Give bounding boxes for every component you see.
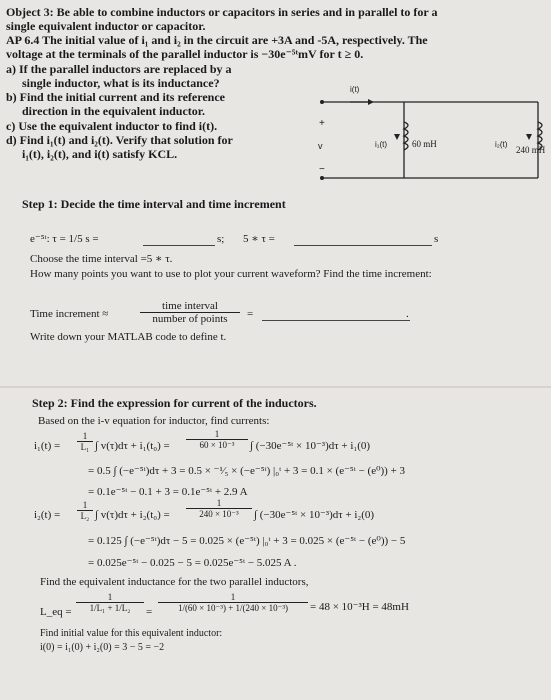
leq-fraction-numeric (158, 592, 308, 614)
choose-interval-text: Choose the time interval =5 ∗ τ. (30, 253, 173, 265)
circuit-i2-label: i₂(t) (495, 140, 508, 149)
five-tau-unit: s (434, 233, 439, 245)
i1-arrow (394, 134, 400, 140)
i1-60-den: 60 × 10⁻³ (199, 440, 235, 450)
tau-prefix: e⁻⁵ᵗ: τ = 1/5 s = (30, 233, 99, 245)
time-increment-label: Time increment ≈ (30, 308, 109, 320)
i2-line3: = 0.025e⁻⁵ᵗ − 0.025 − 5 = 0.025e⁻⁵ᵗ − 5.025 A . (88, 557, 297, 569)
based-on-text: Based on the i-v equation for inductor, find currents: (38, 415, 270, 427)
leq-equals: = (146, 606, 153, 618)
five-tau-answer-blank[interactable] (294, 245, 432, 246)
leq-num-num: 1 (158, 592, 308, 603)
i2-lhs: i₂(t) = (34, 509, 61, 521)
objective-title-line1: Object 3: Be able to combine inductors or capacitors in series and in parallel to for a (6, 5, 438, 19)
i2-one-over-l2 (77, 500, 93, 521)
i2-integral-expression: ∫ v(τ)dτ + i₂(t₀) = (95, 509, 170, 521)
initial-value-text: Find initial value for this equivalent inductor: (40, 628, 223, 639)
i1-line3: = 0.1e⁻⁵ᵗ − 0.1 + 3 = 0.1e⁻⁵ᵗ + 2.9 A (88, 486, 248, 498)
leq-sym-den: 1/L₁ + 1/L₂ (89, 603, 131, 613)
initial-value-equation: i(0) = i₁(0) + i₂(0) = 3 − 5 = −2 (40, 642, 165, 653)
question-d-line2: i₁(t), i₂(t), and i(t) satisfy KCL. (22, 147, 178, 161)
i2-frac-num: 1 (77, 500, 93, 511)
i2-line2: = 0.125 ∫ (−e⁻⁵ᵗ)dτ − 5 = 0.025 × (e⁻⁵ᵗ) |₀ᵗ + 3 = 0.025 × (e⁻⁵ᵗ − (e⁰)) − 5 (88, 535, 406, 547)
leq-fraction-symbolic (76, 592, 144, 613)
i2-240-num: 1 (186, 498, 252, 509)
i1-integral-expression: ∫ v(τ)dτ + i₁(t₀) = (95, 440, 170, 452)
equivalent-inductance-text: Find the equivalent inductance for the two parallel inductors, (40, 576, 309, 588)
circuit-l2-label: 240 mH (516, 145, 546, 155)
i1-line2: = 0.5 ∫ (−e⁻⁵ᵗ)dτ + 3 = 0.5 × ⁻¹⁄₅ × (−e⁻⁵ᵗ) |₀ᵗ + 3 = 0.1 × (e⁻⁵ᵗ − (e⁰)) + 3 (88, 465, 406, 477)
question-b-line2: direction in the equivalent inductor. (22, 104, 206, 118)
objective-title-line2: single equivalent inductor or capacitor. (6, 19, 206, 33)
i2-rhs: ∫ (−30e⁻⁵ᵗ × 10⁻³)dτ + i₂(0) (254, 509, 375, 521)
i2-arrow (526, 134, 532, 140)
tau-unit: s; (217, 233, 225, 245)
question-a-line2: single inductor, what is its inductance? (22, 76, 220, 90)
circuit-i1-label: i₁(t) (375, 140, 388, 149)
step2-title: Step 2: Find the expression for current of the inductors. (32, 396, 317, 410)
five-tau-label: 5 ∗ τ = (243, 233, 275, 245)
leq-result: = 48 × 10⁻³H = 48mH (310, 601, 409, 613)
i1-rhs: ∫ (−30e⁻⁵ᵗ × 10⁻³)dτ + i₁(0) (250, 440, 371, 452)
i1-frac-num: 1 (77, 431, 93, 442)
terminal-top (320, 100, 324, 104)
i2-frac-den: L₂ (80, 511, 90, 521)
question-a-line1: a) If the parallel inductors are replaced by a (6, 62, 232, 76)
section-divider (0, 386, 551, 388)
i1-one-over-l1 (77, 431, 93, 452)
circuit-minus-sign: − (319, 164, 325, 175)
tau-answer-blank[interactable] (143, 245, 215, 246)
time-increment-answer-blank[interactable] (262, 320, 410, 321)
problem-line2: voltage at the terminals of the parallel inductor is −30e⁻⁵ᵗmV for t ≥ 0. (6, 47, 364, 61)
question-c: c) Use the equivalent inductor to find i(t). (6, 119, 218, 133)
question-b-line1: b) Find the initial current and its reference (6, 90, 225, 104)
question-d-line1: d) Find i₁(t) and i₂(t). Verify that solution for (6, 133, 233, 147)
i1-60-num: 1 (186, 429, 248, 440)
leq-num-den: 1/(60 × 10⁻³) + 1/(240 × 10⁻³) (177, 603, 289, 613)
step1-title: Step 1: Decide the time interval and time increment (22, 197, 286, 211)
i1-frac-den: L₁ (80, 442, 90, 452)
circuit-voltage-label: v (318, 141, 323, 151)
i1-lhs: i₁(t) = (34, 440, 61, 452)
time-increment-equals: = (247, 308, 254, 320)
i2-one-over-240mh (186, 498, 252, 520)
time-increment-fraction (140, 300, 240, 325)
i2-240-den: 240 × 10⁻³ (199, 509, 239, 519)
circuit-plus-sign: + (319, 118, 325, 129)
leq-sym-num: 1 (76, 592, 144, 603)
leq-lhs: L_eq = (40, 606, 72, 618)
how-many-points-text: How many points you want to use to plot your current waveform? Find the time increment: (30, 268, 432, 280)
circuit-diagram (300, 82, 550, 188)
circuit-l1-label: 60 mH (412, 139, 437, 149)
matlab-instruction: Write down your MATLAB code to define t. (30, 331, 227, 343)
problem-line1: AP 6.4 The initial value of i₁ and i₂ in the circuit are +3A and -5A, respectively. The (6, 33, 428, 47)
fraction-numerator: time interval (140, 300, 240, 313)
i1-one-over-60mh (186, 429, 248, 451)
terminal-bottom (320, 176, 324, 180)
fraction-denominator: number of points (152, 313, 228, 325)
circuit-current-label: i(t) (350, 85, 360, 94)
current-arrowhead (368, 99, 374, 105)
time-increment-period: . (406, 308, 409, 320)
